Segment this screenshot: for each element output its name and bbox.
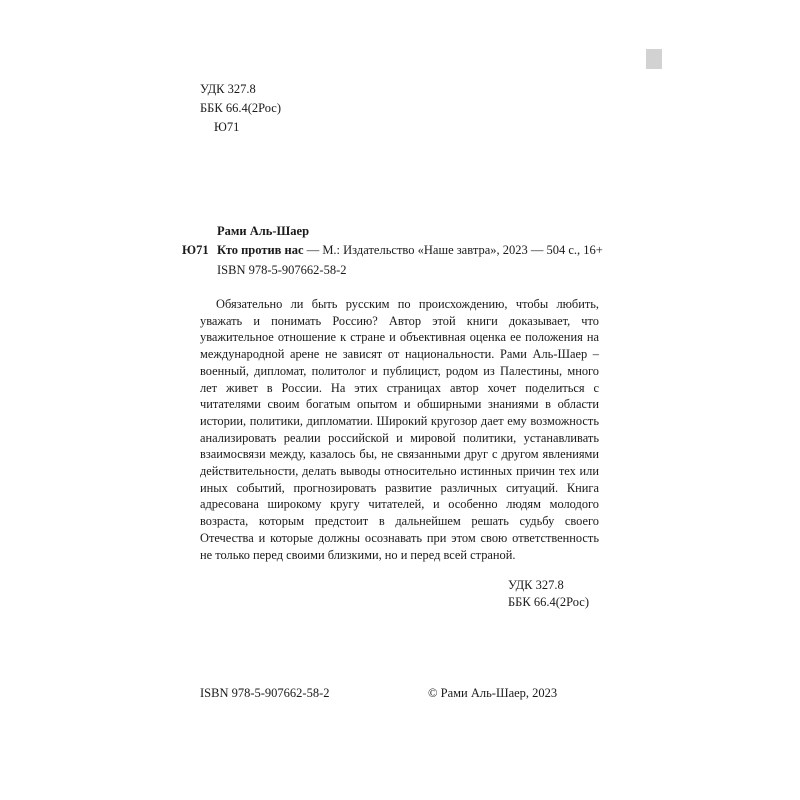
entry-author: Рами Аль-Шаер: [217, 224, 310, 238]
footer-isbn: ISBN 978-5-907662-58-2: [200, 686, 330, 700]
author-mark: Ю71: [214, 120, 240, 134]
abstract: [200, 296, 599, 563]
abstract-text: Обязательно ли быть русским по происхождению, чтобы любить, уважать и понимать Россию? Автор этой книги доказывает, что уважительное отношение к стране и объективная оценка ее положения на международной арене не зависят от национальности. Рами Аль-Шаер – военный, дипломат, политолог и публицист, родом из Палестины, много лет живет в России. На этих страницах автор хочет поделиться с читателями своим богатым опытом и обширными знаниями в области истории, политики, дипломатии. Широкий кругозор дает ему возможность анализировать реалии российской и мировой политики, устанавливать взаимосвязи между, казалось бы, не связанными друг с другом явлениями действительности, делать выводы относительно истинных причин тех или иных событий, прогнозировать развитие различных ситуаций. Книга адресована широкому кругу читателей, и особенно людям молодого возраста, которым предстоит в дальнейшем решать судьбу своего Отечества и которые должны осознавать при этом свою ответственность не только перед своими близкими, но и перед всей страной.: [200, 297, 599, 562]
udk-code: УДК 327.8: [200, 82, 256, 96]
entry-title-line: [217, 242, 603, 258]
imprint: — М.: Издательство «Наше завтра», 2023 — 504 с., 16+: [303, 243, 603, 257]
entry-isbn: ISBN 978-5-907662-58-2: [217, 263, 347, 277]
footer-bbk-code: ББК 66.4(2Рос): [508, 595, 590, 609]
catalog-footer: [508, 577, 589, 611]
page-corner-mark: [646, 49, 662, 69]
copyright: © Рами Аль-Шаер, 2023: [428, 686, 558, 700]
book-title: Кто против нас: [217, 243, 304, 257]
catalog-header: [200, 80, 281, 137]
footer-udk-code: УДК 327.8: [508, 578, 564, 592]
entry-author-mark: Ю71: [182, 243, 209, 257]
bbk-code: ББК 66.4(2Рос): [200, 101, 282, 115]
